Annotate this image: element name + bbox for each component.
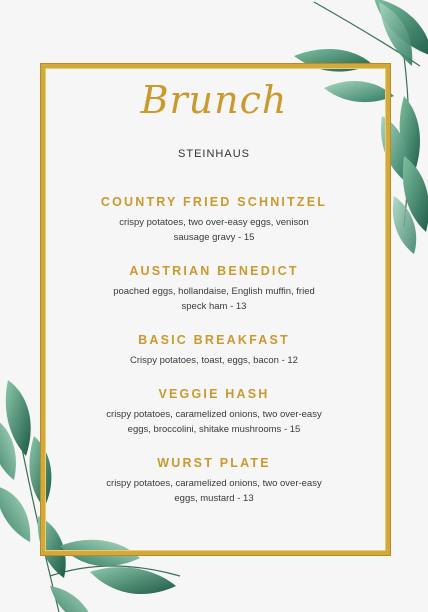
menu-item-description: crispy potatoes, two over-easy eggs, venison sausage gravy - 15 [119, 217, 309, 243]
menu-title: Brunch [140, 78, 288, 122]
menu-item-description: crispy potatoes, caramelized onions, two over-easy eggs, mustard - 13 [106, 478, 322, 504]
menu-item [100, 263, 328, 314]
menu-items-list [100, 194, 328, 524]
menu-item [100, 194, 328, 245]
menu-item-name: BASIC BREAKFAST [138, 333, 290, 347]
menu-item-name: COUNTRY FRIED SCHNITZEL [100, 195, 328, 209]
menu-item [100, 386, 328, 437]
menu-item-name: VEGGIE HASH [158, 387, 270, 401]
menu-item [100, 455, 328, 506]
menu-item-name: WURST PLATE [157, 456, 271, 470]
menu-item-description: crispy potatoes, caramelized onions, two over-easy eggs, broccolini, shitake mushrooms - 15 [106, 409, 322, 435]
menu-item-name: AUSTRIAN BENEDICT [129, 264, 299, 278]
menu-item-description: Crispy potatoes, toast, eggs, bacon - 12 [130, 355, 298, 366]
restaurant-name: STEINHAUS [178, 148, 250, 160]
menu-item [100, 332, 328, 368]
menu-item-description: poached eggs, hollandaise, English muffin, fried speck ham - 13 [113, 286, 315, 312]
